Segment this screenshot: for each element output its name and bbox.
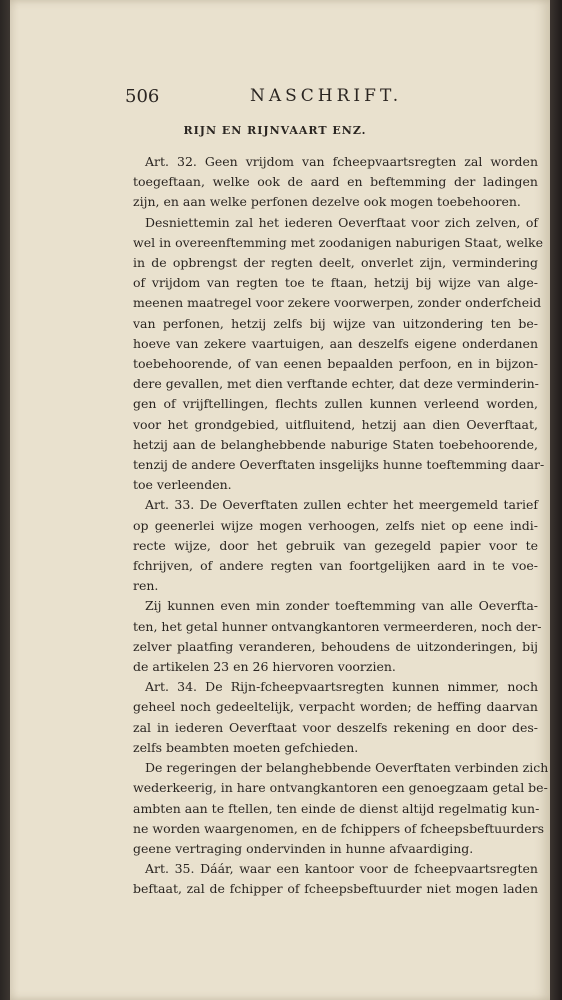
text-line: Desniettemin zal het iederen Oeverftaat voor zich zelven, of (145, 214, 538, 230)
page-number: 506 (125, 86, 160, 107)
text-line: hoeve van zekere vaartuigen, aan deszelfs eigene onderdanen (133, 335, 538, 351)
section-heading: RIJN EN RIJNVAART ENZ. (183, 124, 367, 137)
text-line: zijn, en aan welke perfonen dezelve ook mogen toebehooren. (133, 194, 521, 210)
text-line: dere gevallen, met dien verftande echter, dat deze verminderin- (133, 376, 539, 392)
text-line: tenzij de andere Oeverftaten insgelijks hunne toeftemming daar- (133, 457, 545, 473)
text-line: toe verleenden. (133, 477, 232, 493)
text-line: wederkeerig, in hare ontvangkantoren een genoegzaam getal be- (133, 780, 548, 796)
text-line: wel in overeenftemming met zoodanigen naburigen Staat, welke (133, 234, 543, 250)
text-line: Zij kunnen even min zonder toeftemming van alle Oeverfta- (145, 598, 538, 614)
text-line: zelfs beambten moeten gefchieden. (133, 739, 359, 755)
text-line: in de opbrengst der regten deelt, onverlet zijn, vermindering (133, 255, 538, 271)
text-line: ren. (133, 578, 159, 594)
text-line: geene vertraging ondervinden in hunne afvaardiging. (133, 840, 474, 856)
text-line: ambten aan te ftellen, ten einde de dienst altijd regelmatig kun- (133, 800, 540, 816)
running-title: NASCHRIFT. (250, 86, 403, 106)
text-line: De regeringen der belanghebbende Oeverftaten verbinden zich (145, 760, 549, 776)
text-line: meenen maatregel voor zekere voorwerpen, zonder onderfcheid (133, 295, 542, 311)
text-line: beftaat, zal de fchipper of fcheepsbeftuurder niet mogen laden (133, 881, 538, 897)
text-line: voor het grondgebied, uitfluitend, hetzij aan dien Oeverftaat, (133, 416, 538, 432)
text-line: van perfonen, hetzij zelfs bij wijze van uitzondering ten be- (133, 315, 538, 331)
text-line: Art. 35. Dáár, waar een kantoor voor de fcheepvaartsregten (145, 861, 538, 877)
book-page (10, 0, 550, 1000)
book-edge (550, 0, 562, 1000)
text-line: gen of vrijftellingen, flechts zullen kunnen verleend worden, (133, 396, 538, 412)
text-line: of vrijdom van regten toe te ftaan, hetzij bij wijze van alge- (133, 275, 538, 291)
book-gutter (0, 0, 10, 1000)
text-line: Art. 33. De Oeverftaten zullen echter het meergemeld tarief (145, 497, 538, 513)
text-line: zelver plaatfing veranderen, behoudens de uitzonderingen, bij (133, 638, 538, 654)
text-line: zal in iederen Oeverftaat voor deszelfs rekening en door des- (133, 719, 538, 735)
page-header (125, 86, 425, 112)
text-line: op geenerlei wijze mogen verhoogen, zelfs niet op eene indi- (133, 517, 538, 533)
text-line: fchrijven, of andere regten van foortgelijken aard in te voe- (133, 558, 538, 574)
body-text (133, 152, 549, 900)
text-line: ten, het getal hunner ontvangkantoren vermeerderen, noch der- (133, 618, 542, 634)
text-line: toegeftaan, welke ook de aard en beftemming der ladingen (133, 174, 538, 190)
text-line: ne worden waargenomen, en de fchippers of fcheepsbeftuurders (133, 820, 545, 836)
text-line: geheel noch gedeeltelijk, verpacht worden; de heffing daarvan (133, 699, 538, 715)
text-line: Art. 32. Geen vrijdom van fcheepvaartsregten zal worden (145, 154, 538, 169)
text-line: toebehoorende, of van eenen bepaalden perfoon, en in bijzon- (133, 356, 538, 372)
text-line: de artikelen 23 en 26 hiervoren voorzien. (133, 659, 396, 675)
text-line: recte wijze, door het gebruik van gezegeld papier voor te (133, 537, 538, 553)
text-line: Art. 34. De Rijn-fcheepvaartsregten kunnen nimmer, noch (145, 679, 538, 695)
text-line: hetzij aan de belanghebbende naburige Staten toebehoorende, (133, 436, 538, 452)
